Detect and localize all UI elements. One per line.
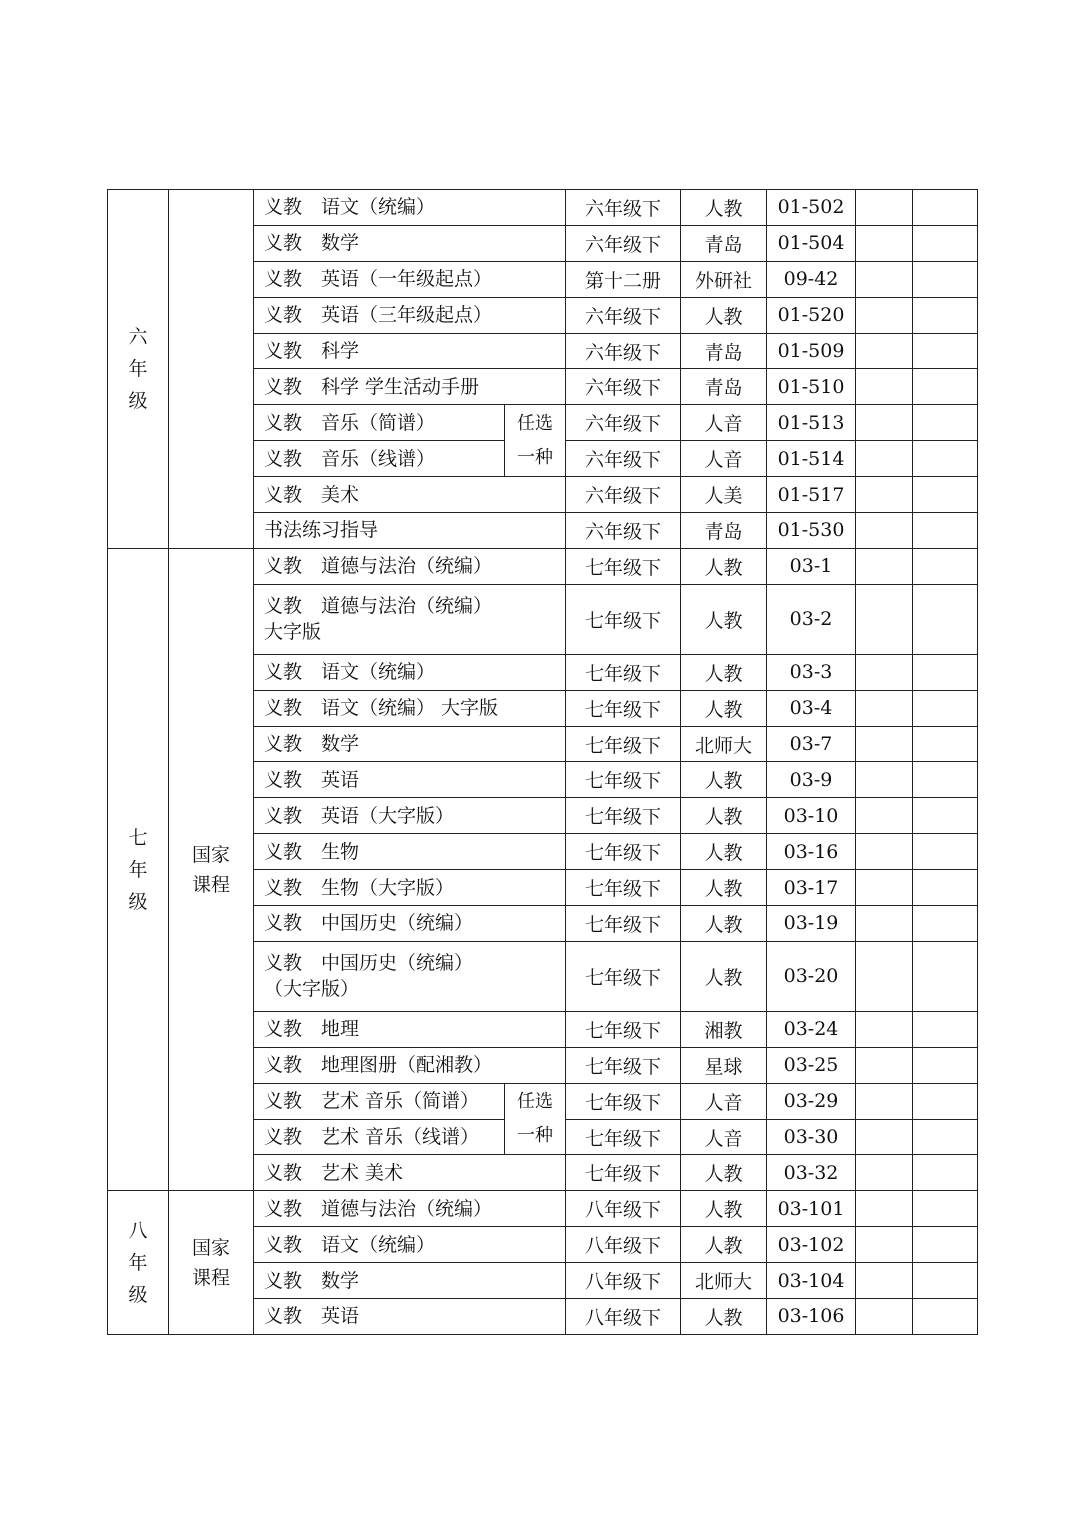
empty-cell xyxy=(856,333,913,369)
publisher-cell: 北师大 xyxy=(681,1263,767,1299)
empty-cell xyxy=(913,513,978,549)
book-title-text: 义教 语文（统编） xyxy=(264,1233,436,1256)
empty-cell xyxy=(913,548,978,584)
empty-cell xyxy=(913,654,978,690)
book-title xyxy=(254,654,566,690)
code-cell: 09-42 xyxy=(767,261,856,297)
volume-cell: 七年级下 xyxy=(566,1083,681,1119)
empty-cell xyxy=(856,1227,913,1263)
code-cell: 01-514 xyxy=(767,441,856,477)
book-title-text: 义教 语文（统编） xyxy=(264,196,436,219)
book-title xyxy=(254,1227,566,1263)
book-title-text: 义教 英语（三年级起点） xyxy=(264,304,493,327)
grade-cell xyxy=(108,548,169,1190)
empty-cell xyxy=(913,906,978,942)
volume-cell: 八年级下 xyxy=(566,1227,681,1263)
book-title xyxy=(254,1011,566,1047)
volume-cell: 七年级下 xyxy=(566,941,681,1011)
volume-cell: 七年级下 xyxy=(566,548,681,584)
empty-cell xyxy=(913,369,978,405)
book-title-text: 义教 道德与法治（统编） xyxy=(264,1197,493,1220)
code-cell: 03-3 xyxy=(767,654,856,690)
book-title-text: 义教 英语 xyxy=(264,768,360,791)
publisher-cell: 人教 xyxy=(681,906,767,942)
book-title xyxy=(254,834,566,870)
volume-cell: 六年级下 xyxy=(566,405,681,441)
publisher-cell: 人音 xyxy=(681,1119,767,1155)
empty-cell xyxy=(913,477,978,513)
textbook-table xyxy=(107,189,978,1335)
option-note: 任选一种 xyxy=(517,412,553,468)
empty-cell xyxy=(913,1083,978,1119)
empty-cell xyxy=(856,870,913,906)
book-title xyxy=(254,870,566,906)
empty-cell xyxy=(913,798,978,834)
book-title-text: 义教 艺术 音乐（线谱） xyxy=(264,1126,480,1149)
book-title-text: 义教 艺术 音乐（简谱） xyxy=(264,1090,480,1113)
book-title xyxy=(254,762,566,798)
book-title-text: 义教 科学 学生活动手册 xyxy=(264,375,480,398)
grade-label: 八年级 xyxy=(128,1219,148,1306)
code-cell: 03-102 xyxy=(767,1227,856,1263)
empty-cell xyxy=(913,1047,978,1083)
book-title xyxy=(254,1083,505,1119)
book-title xyxy=(254,1299,566,1335)
book-title xyxy=(254,261,566,297)
code-cell: 01-517 xyxy=(767,477,856,513)
code-cell: 03-30 xyxy=(767,1119,856,1155)
code-cell: 03-4 xyxy=(767,690,856,726)
publisher-cell: 人教 xyxy=(681,190,767,226)
volume-cell: 八年级下 xyxy=(566,1191,681,1227)
book-title xyxy=(254,1155,566,1191)
book-title xyxy=(254,1119,505,1155)
empty-cell xyxy=(913,690,978,726)
empty-cell xyxy=(913,1263,978,1299)
publisher-cell: 人教 xyxy=(681,297,767,333)
book-title xyxy=(254,1191,566,1227)
empty-cell xyxy=(856,1047,913,1083)
empty-cell xyxy=(913,190,978,226)
empty-cell xyxy=(913,1299,978,1335)
book-title-text: 义教 英语（大字版） xyxy=(264,804,455,827)
empty-cell xyxy=(856,441,913,477)
code-cell: 03-24 xyxy=(767,1011,856,1047)
book-title-text: 义教 语文（统编） xyxy=(264,661,436,684)
table-row xyxy=(108,190,978,226)
book-title xyxy=(254,333,566,369)
code-cell: 03-101 xyxy=(767,1191,856,1227)
book-title xyxy=(254,477,566,513)
empty-cell xyxy=(856,190,913,226)
book-title xyxy=(254,690,566,726)
volume-cell: 六年级下 xyxy=(566,225,681,261)
book-title-text: 义教 生物 xyxy=(264,840,360,863)
volume-cell: 六年级下 xyxy=(566,441,681,477)
code-cell: 03-32 xyxy=(767,1155,856,1191)
empty-cell xyxy=(856,369,913,405)
volume-cell: 七年级下 xyxy=(566,1119,681,1155)
volume-cell: 七年级下 xyxy=(566,834,681,870)
publisher-cell: 青岛 xyxy=(681,333,767,369)
volume-cell: 八年级下 xyxy=(566,1263,681,1299)
empty-cell xyxy=(913,297,978,333)
book-title xyxy=(254,190,566,226)
volume-cell: 七年级下 xyxy=(566,1011,681,1047)
code-cell: 03-1 xyxy=(767,548,856,584)
book-title xyxy=(254,297,566,333)
empty-cell xyxy=(913,333,978,369)
empty-cell xyxy=(856,726,913,762)
empty-cell xyxy=(856,1011,913,1047)
code-cell: 01-520 xyxy=(767,297,856,333)
publisher-cell: 人教 xyxy=(681,1227,767,1263)
book-title-text-line2: 大字版 xyxy=(264,621,322,644)
code-cell: 01-513 xyxy=(767,405,856,441)
book-title-text: 义教 艺术 美术 xyxy=(264,1161,404,1184)
empty-cell xyxy=(856,690,913,726)
empty-cell xyxy=(856,477,913,513)
publisher-cell: 青岛 xyxy=(681,513,767,549)
book-title-text: 义教 数学 xyxy=(264,1269,360,1292)
code-cell: 03-104 xyxy=(767,1263,856,1299)
book-title xyxy=(254,941,566,1011)
volume-cell: 七年级下 xyxy=(566,798,681,834)
book-title-text: 义教 地理 xyxy=(264,1018,360,1041)
empty-cell xyxy=(913,1011,978,1047)
publisher-cell: 北师大 xyxy=(681,726,767,762)
book-title-text: 义教 音乐（简谱） xyxy=(264,411,436,434)
empty-cell xyxy=(856,1083,913,1119)
book-title xyxy=(254,441,505,477)
publisher-cell: 人教 xyxy=(681,834,767,870)
empty-cell xyxy=(913,1227,978,1263)
publisher-cell: 人教 xyxy=(681,798,767,834)
book-title-text: 义教 道德与法治（统编） xyxy=(264,555,493,578)
code-cell: 01-510 xyxy=(767,369,856,405)
book-title-text: 义教 数学 xyxy=(264,733,360,756)
code-cell: 03-29 xyxy=(767,1083,856,1119)
code-cell: 03-20 xyxy=(767,941,856,1011)
category-cell xyxy=(169,548,254,1190)
volume-cell: 第十二册 xyxy=(566,261,681,297)
publisher-cell: 人音 xyxy=(681,405,767,441)
volume-cell: 八年级下 xyxy=(566,1299,681,1335)
book-title-text: 义教 美术 xyxy=(264,483,360,506)
empty-cell xyxy=(913,225,978,261)
code-cell: 03-16 xyxy=(767,834,856,870)
publisher-cell: 人美 xyxy=(681,477,767,513)
publisher-cell: 人教 xyxy=(681,762,767,798)
book-title xyxy=(254,798,566,834)
book-title xyxy=(254,548,566,584)
book-title-text: 义教 道德与法治（统编） xyxy=(264,595,493,618)
book-title-text: 义教 音乐（线谱） xyxy=(264,447,436,470)
publisher-cell: 人教 xyxy=(681,548,767,584)
publisher-cell: 湘教 xyxy=(681,1011,767,1047)
empty-cell xyxy=(913,584,978,654)
grade-cell xyxy=(108,1191,169,1335)
empty-cell xyxy=(856,1119,913,1155)
option-note-cell xyxy=(505,405,566,477)
book-title-text-line2: （大字版） xyxy=(264,978,360,1001)
volume-cell: 七年级下 xyxy=(566,762,681,798)
volume-cell: 七年级下 xyxy=(566,906,681,942)
empty-cell xyxy=(856,225,913,261)
code-cell: 01-504 xyxy=(767,225,856,261)
book-title-text: 书法练习指导 xyxy=(264,519,379,542)
book-title xyxy=(254,1263,566,1299)
book-title-text: 义教 数学 xyxy=(264,232,360,255)
code-cell: 03-9 xyxy=(767,762,856,798)
book-title xyxy=(254,584,566,654)
empty-cell xyxy=(913,1155,978,1191)
empty-cell xyxy=(856,297,913,333)
empty-cell xyxy=(856,762,913,798)
publisher-cell: 人教 xyxy=(681,941,767,1011)
empty-cell xyxy=(856,1263,913,1299)
category-cell xyxy=(169,190,254,549)
code-cell: 01-530 xyxy=(767,513,856,549)
publisher-cell: 青岛 xyxy=(681,369,767,405)
publisher-cell: 人教 xyxy=(681,1191,767,1227)
publisher-cell: 青岛 xyxy=(681,225,767,261)
empty-cell xyxy=(913,405,978,441)
grade-label: 七年级 xyxy=(128,826,148,913)
empty-cell xyxy=(856,798,913,834)
code-cell: 03-25 xyxy=(767,1047,856,1083)
empty-cell xyxy=(913,726,978,762)
empty-cell xyxy=(856,1155,913,1191)
book-title xyxy=(254,513,566,549)
volume-cell: 六年级下 xyxy=(566,513,681,549)
book-title-text: 义教 地理图册（配湘教） xyxy=(264,1054,493,1077)
book-title xyxy=(254,1047,566,1083)
category-label: 国家课程 xyxy=(191,1236,230,1289)
publisher-cell: 星球 xyxy=(681,1047,767,1083)
option-note-cell xyxy=(505,1083,566,1155)
empty-cell xyxy=(913,1191,978,1227)
volume-cell: 七年级下 xyxy=(566,726,681,762)
table-row xyxy=(108,1191,978,1227)
empty-cell xyxy=(913,261,978,297)
volume-cell: 七年级下 xyxy=(566,1155,681,1191)
code-cell: 01-502 xyxy=(767,190,856,226)
publisher-cell: 人教 xyxy=(681,1155,767,1191)
empty-cell xyxy=(856,906,913,942)
option-note: 任选一种 xyxy=(517,1091,553,1147)
publisher-cell: 人教 xyxy=(681,1299,767,1335)
empty-cell xyxy=(856,405,913,441)
book-title xyxy=(254,726,566,762)
volume-cell: 七年级下 xyxy=(566,690,681,726)
empty-cell xyxy=(913,941,978,1011)
publisher-cell: 外研社 xyxy=(681,261,767,297)
publisher-cell: 人音 xyxy=(681,1083,767,1119)
code-cell: 03-19 xyxy=(767,906,856,942)
grade-label: 六年级 xyxy=(128,325,148,412)
book-title-text: 义教 语文（统编） 大字版 xyxy=(264,697,499,720)
code-cell: 03-10 xyxy=(767,798,856,834)
empty-cell xyxy=(913,834,978,870)
book-title-text: 义教 中国历史（统编） xyxy=(264,912,474,935)
empty-cell xyxy=(856,941,913,1011)
book-title-text: 义教 英语 xyxy=(264,1305,360,1328)
book-title xyxy=(254,369,566,405)
book-title-text: 义教 生物（大字版） xyxy=(264,876,455,899)
book-title xyxy=(254,405,505,441)
empty-cell xyxy=(856,548,913,584)
volume-cell: 七年级下 xyxy=(566,870,681,906)
code-cell: 03-2 xyxy=(767,584,856,654)
volume-cell: 六年级下 xyxy=(566,190,681,226)
book-title xyxy=(254,225,566,261)
empty-cell xyxy=(856,834,913,870)
grade-cell xyxy=(108,190,169,549)
category-label: 国家课程 xyxy=(191,843,230,896)
table-row xyxy=(108,548,978,584)
volume-cell: 六年级下 xyxy=(566,333,681,369)
empty-cell xyxy=(856,513,913,549)
empty-cell xyxy=(856,1191,913,1227)
publisher-cell: 人教 xyxy=(681,654,767,690)
book-title-text: 义教 英语（一年级起点） xyxy=(264,268,493,291)
volume-cell: 六年级下 xyxy=(566,297,681,333)
volume-cell: 六年级下 xyxy=(566,477,681,513)
volume-cell: 七年级下 xyxy=(566,1047,681,1083)
code-cell: 03-17 xyxy=(767,870,856,906)
empty-cell xyxy=(913,762,978,798)
volume-cell: 六年级下 xyxy=(566,369,681,405)
code-cell: 03-106 xyxy=(767,1299,856,1335)
book-title-text: 义教 科学 xyxy=(264,340,360,362)
book-title xyxy=(254,906,566,942)
empty-cell xyxy=(913,441,978,477)
category-cell xyxy=(169,1191,254,1335)
empty-cell xyxy=(856,654,913,690)
volume-cell: 七年级下 xyxy=(566,584,681,654)
empty-cell xyxy=(856,1299,913,1335)
empty-cell xyxy=(856,584,913,654)
publisher-cell: 人音 xyxy=(681,441,767,477)
book-title-text: 义教 中国历史（统编） xyxy=(264,952,474,975)
publisher-cell: 人教 xyxy=(681,870,767,906)
empty-cell xyxy=(913,870,978,906)
empty-cell xyxy=(913,1119,978,1155)
volume-cell: 七年级下 xyxy=(566,654,681,690)
code-cell: 03-7 xyxy=(767,726,856,762)
code-cell: 01-509 xyxy=(767,333,856,369)
publisher-cell: 人教 xyxy=(681,690,767,726)
empty-cell xyxy=(856,261,913,297)
publisher-cell: 人教 xyxy=(681,584,767,654)
